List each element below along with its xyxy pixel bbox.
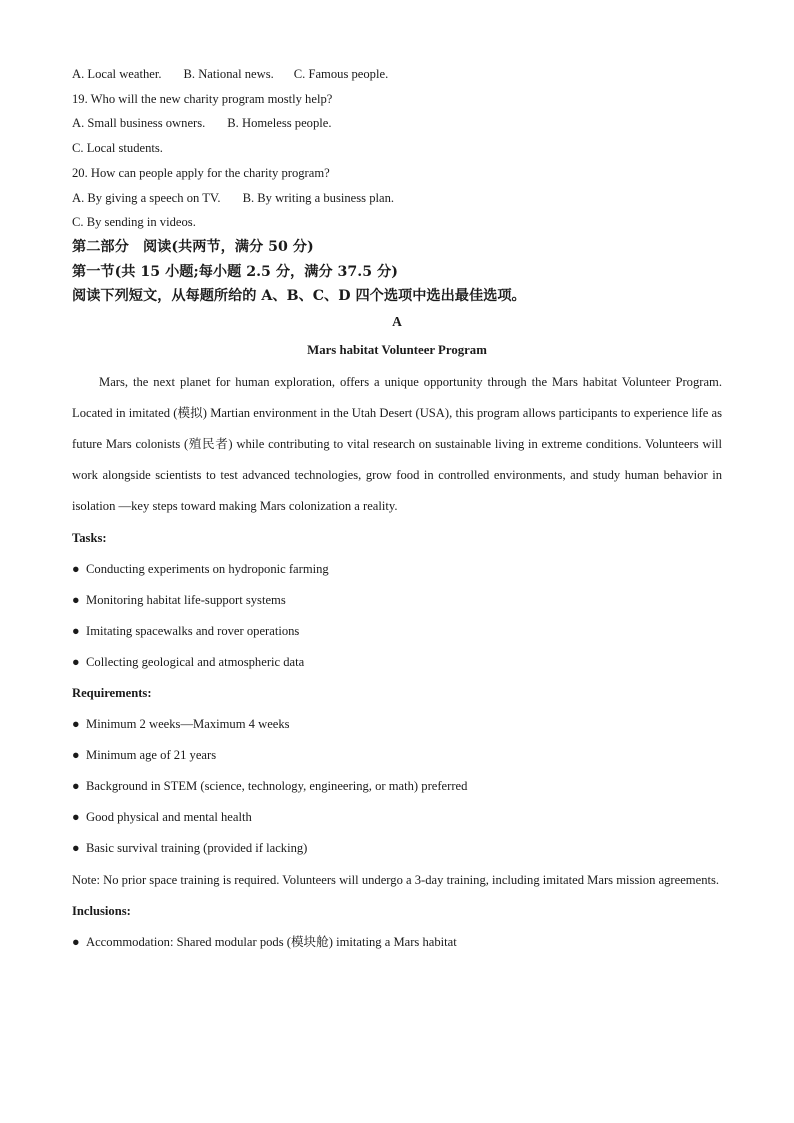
q20-question: 20. How can people apply for the charity program? [72,165,330,180]
q19-option-a: A. Small business owners. [72,116,206,131]
requirement-text: Minimum age of 21 years [86,748,217,763]
q18-option-b: B. National news. [183,67,274,81]
list-item [72,833,722,864]
q19-question: 19. Who will the new charity program mostly help? [72,91,333,106]
bullet-icon: ● [72,841,80,856]
passage-intro: Mars, the next planet for human exploration, offers a unique opportunity through the Mars habitat Volunteer Program. Located in imitated (模拟) Martian environment in the Utah Desert (USA), this program allows participants to experience life as future Mars colonists (殖民者) while contributing to vital research on sustainable living in extreme conditions. Volunteers will work alongside scientists to test advanced technologies, grow food in controlled environments, and study human behavior in isolation —key steps toward making Mars colonization a reality. [72,375,722,514]
requirements-heading: Requirements: [72,685,152,700]
requirement-text: Basic survival training (provided if lacking) [86,841,308,856]
list-item [72,802,722,833]
list-item [72,740,722,771]
inclusions-heading: Inclusions: [72,903,131,918]
list-item [72,585,722,616]
exam-page [72,62,722,958]
bullet-icon: ● [72,779,80,794]
q20-options-row [72,186,722,211]
passage-letter: A [392,314,402,330]
task-text: Monitoring habitat life-support systems [86,592,286,607]
section-instruction: 阅读下列短文，从每题所给的 A、B、C、D 四个选项中选出最佳选项。 [72,288,526,305]
q20-option-b: B. By writing a business plan. [242,190,395,205]
q19-options-row [72,111,722,136]
task-text: Conducting experiments on hydroponic farming [86,561,329,576]
requirement-text: Good physical and mental health [86,810,252,825]
part-title: 第二部分 阅读(共两节，满分 50 分) [72,238,314,255]
section-title: 第一节(共 15 小题;每小题 2.5 分，满分 37.5 分) [72,263,398,280]
task-text: Collecting geological and atmospheric data [86,654,305,669]
tasks-heading: Tasks: [72,530,107,545]
bullet-icon: ● [72,934,80,949]
bullet-icon: ● [72,592,80,607]
list-item [72,771,722,802]
list-item [72,647,722,678]
q18-option-a: A. Local weather. [72,67,162,81]
list-item [72,709,722,740]
list-item [72,927,722,958]
bullet-icon: ● [72,623,80,638]
passage-note: Note: No prior space training is required. Volunteers will undergo a 3-day training, including imitated Mars mission agreements. [72,872,720,887]
bullet-icon: ● [72,654,80,669]
bullet-icon: ● [72,810,80,825]
requirement-text: Background in STEM (science, technology, engineering, or math) preferred [86,779,468,794]
list-item [72,616,722,647]
passage-title: Mars habitat Volunteer Program [307,343,487,358]
bullet-icon: ● [72,717,80,732]
q20-option-a: A. By giving a speech on TV. [72,190,221,205]
task-text: Imitating spacewalks and rover operations [86,623,300,638]
q19-option-b: B. Homeless people. [227,116,332,131]
requirement-text: Minimum 2 weeks—Maximum 4 weeks [86,717,290,732]
list-item [72,554,722,585]
q20-option-c: C. By sending in videos. [72,215,196,230]
bullet-icon: ● [72,748,80,763]
q19-option-c: C. Local students. [72,141,163,156]
q18-options-row [72,62,722,87]
inclusion-text: Accommodation: Shared modular pods (模块舱) imitating a Mars habitat [86,934,457,949]
bullet-icon: ● [72,561,80,576]
q18-option-c: C. Famous people. [293,67,389,81]
